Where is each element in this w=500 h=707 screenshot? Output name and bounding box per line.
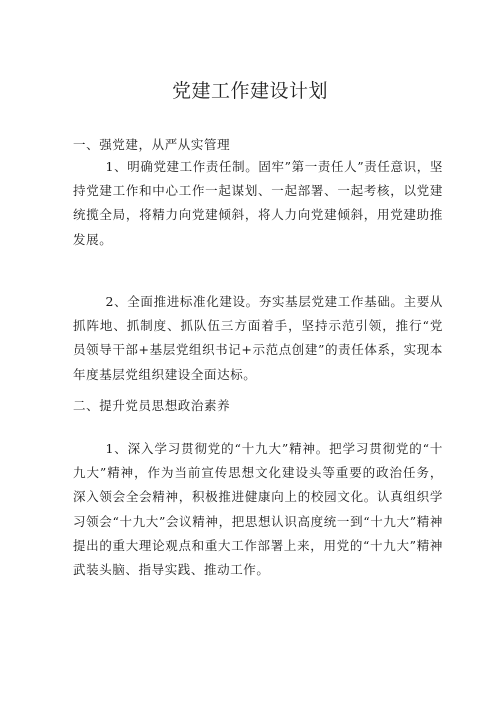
document-title: 党建工作建设计划 <box>171 80 328 102</box>
section-1-paragraph-1: 1、明确党建工作责任制。固牢”第一责任人”责任意识，坚持党建工作和中心工作一起谋划、一起部署、一起考核，以党建统揽全局，将精力向党建倾斜，将人力向党建倾斜，用党建助推发展。 <box>73 159 443 247</box>
section-2-heading: 二、提升党员思想政治素养 <box>73 398 231 413</box>
section-2-paragraph-1: 1、深入学习贯彻党的“十九大”精神。把学习贯彻党的“十九大”精神，作为当前宣传思想文化建设头等重要的政治任务，深入领会全会精神，积极推进健康向上的校园文化。认真组织学习领会“十九大”会议精神，把思想认识高度统一到“十九大”精神提出的重大理论观点和重大工作部署上来，用党的“十九大”精神武装头脑、指导实践、推动工作。 <box>73 441 443 578</box>
section-1-heading: 一、强党建，从严从实管理 <box>73 137 231 152</box>
section-1-paragraph-2: 2、全面推进标准化建设。夯实基层党建工作基础。主要从抓阵地、抓制度、抓队伍三方面着手，坚持示范引领，推行“党员领导干部+基层党组织书记+示范点创建”的责任体系，实现本年度基层党组织建设全面达标。 <box>73 294 443 382</box>
